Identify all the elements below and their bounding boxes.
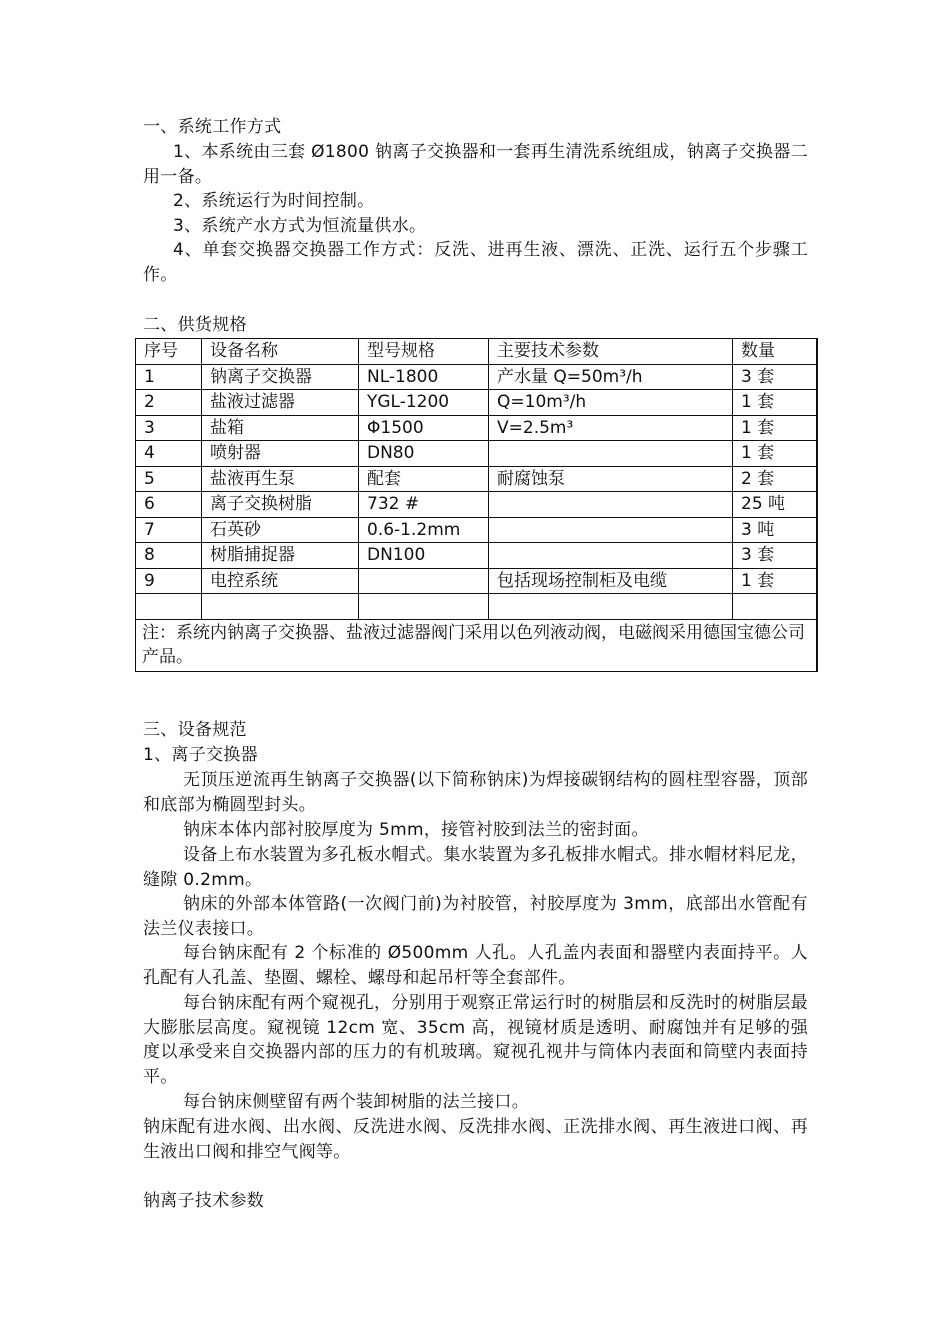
table-cell: 8 [136, 543, 202, 569]
table-cell: 0.6-1.2mm [359, 517, 489, 543]
table-cell: 3 吨 [733, 517, 818, 543]
section-3-paragraph-2: 钠床本体内部衬胶厚度为 5mm，接管衬胶到法兰的密封面。 [183, 820, 649, 840]
table-cell: 盐液再生泵 [202, 466, 359, 492]
table-cell [489, 441, 733, 467]
table-cell: YGL-1200 [359, 390, 489, 416]
table-cell: 3 套 [733, 364, 818, 390]
table-cell: 1 套 [733, 568, 818, 594]
section-3-footer-heading: 钠离子技术参数 [143, 1191, 265, 1211]
table-cell: 3 [136, 415, 202, 441]
section-3-paragraph-6: 每台钠床配有两个窥视孔，分别用于观察正常运行时的树脂层和反洗时的树脂层最大膨胀层高度。窥视镜 12cm 宽、35cm 高，视镜材质是透明、耐腐蚀并有足够的强度以承受来自交换器内部的压力的有机玻璃。窥视孔视井与筒体内表面和筒壁内表面持平。 [143, 993, 808, 1087]
section-3-paragraph-4: 钠床的外部本体管路(一次阀门前)为衬胶管，衬胶厚度为 3mm，底部出水管配有法兰仪表接口。 [143, 894, 808, 939]
table-row [136, 441, 818, 467]
table-cell: 包括现场控制柜及电缆 [489, 568, 733, 594]
table-cell: 树脂捕捉器 [202, 543, 359, 569]
table-cell: 25 吨 [733, 492, 818, 518]
table-cell: 耐腐蚀泵 [489, 466, 733, 492]
table-row [136, 466, 818, 492]
table-cell [489, 492, 733, 518]
table-header-row [136, 339, 818, 365]
table-cell [489, 517, 733, 543]
table-cell: 6 [136, 492, 202, 518]
table-row [136, 543, 818, 569]
column-header: 数量 [733, 339, 818, 365]
section-3-paragraph-8: 钠床配有进水阀、出水阀、反洗进水阀、反洗排水阀、正洗排水阀、再生液进口阀、再生液出口阀和排空气阀等。 [143, 1117, 808, 1162]
table-cell: 盐箱 [202, 415, 359, 441]
table-cell: V=2.5m³ [489, 415, 733, 441]
section-1-paragraph-3: 3、系统产水方式为恒流量供水。 [173, 216, 427, 236]
table-cell: 喷射器 [202, 441, 359, 467]
table-row [136, 390, 818, 416]
table-note-row [136, 619, 818, 671]
table-cell: 1 套 [733, 441, 818, 467]
table-cell: 5 [136, 466, 202, 492]
section-3-paragraph-5: 每台钠床配有 2 个标准的 Ø500mm 人孔。人孔盖内表面和器壁内表面持平。人孔配有人孔盖、垫圈、螺栓、螺母和起吊杆等全套部件。 [143, 943, 808, 988]
section-3-heading: 三、设备规范 [143, 720, 247, 740]
section-3-subheading: 1、离子交换器 [143, 745, 258, 765]
section-3-paragraph-3: 设备上布水装置为多孔板水帽式。集水装置为多孔板排水帽式。排水帽材料尼龙，缝隙 0.2mm。 [143, 845, 808, 890]
section-1-paragraph-1: 1、本系统由三套 Ø1800 钠离子交换器和一套再生清洗系统组成，钠离子交换器二用一备。 [143, 142, 808, 187]
table-cell: Q=10m³/h [489, 390, 733, 416]
table-cell: DN100 [359, 543, 489, 569]
table-row [136, 517, 818, 543]
table-cell [136, 594, 202, 620]
section-1-heading: 一、系统工作方式 [143, 117, 282, 137]
column-header: 设备名称 [202, 339, 359, 365]
table-cell: 2 套 [733, 466, 818, 492]
table-cell [359, 568, 489, 594]
table-cell: 盐液过滤器 [202, 390, 359, 416]
table-row [136, 364, 818, 390]
table-cell: 产水量 Q=50m³/h [489, 364, 733, 390]
table-cell: 电控系统 [202, 568, 359, 594]
table-cell [489, 543, 733, 569]
column-header: 序号 [136, 339, 202, 365]
table-cell: 石英砂 [202, 517, 359, 543]
table-outer-border [816, 338, 818, 672]
table-cell: 1 套 [733, 415, 818, 441]
section-2-heading: 二、供货规格 [143, 315, 247, 335]
table-cell: DN80 [359, 441, 489, 467]
table-row [136, 568, 818, 594]
table-cell [489, 594, 733, 620]
table-row [136, 594, 818, 620]
table-cell: 3 套 [733, 543, 818, 569]
table-cell: 4 [136, 441, 202, 467]
table-cell: 配套 [359, 466, 489, 492]
table-cell: 2 [136, 390, 202, 416]
table-row [136, 415, 818, 441]
section-1-paragraph-2: 2、系统运行为时间控制。 [173, 191, 375, 211]
table-cell: 732 # [359, 492, 489, 518]
section-1-paragraph-4: 4、单套交换器交换器工作方式：反洗、进再生液、漂洗、正洗、运行五个步骤工作。 [143, 240, 808, 285]
table-row [136, 492, 818, 518]
table-cell: NL-1800 [359, 364, 489, 390]
table-cell: 离子交换树脂 [202, 492, 359, 518]
section-3-paragraph-7: 每台钠床侧壁留有两个装卸树脂的法兰接口。 [183, 1092, 529, 1112]
section-3-paragraph-1: 无顶压逆流再生钠离子交换器(以下简称钠床)为焊接碳钢结构的圆柱型容器，顶部和底部为椭圆型封头。 [143, 770, 808, 815]
table-cell: 1 套 [733, 390, 818, 416]
table-cell: 9 [136, 568, 202, 594]
table-cell [202, 594, 359, 620]
table-cell: 钠离子交换器 [202, 364, 359, 390]
table-cell: 1 [136, 364, 202, 390]
supply-spec-table [135, 338, 818, 672]
column-header: 型号规格 [359, 339, 489, 365]
table-note: 注：系统内钠离子交换器、盐液过滤器阀门采用以色列液动阀，电磁阀采用德国宝德公司产品。 [136, 619, 818, 671]
table-cell [733, 594, 818, 620]
table-cell: Φ1500 [359, 415, 489, 441]
column-header: 主要技术参数 [489, 339, 733, 365]
table-cell [359, 594, 489, 620]
table-cell: 7 [136, 517, 202, 543]
